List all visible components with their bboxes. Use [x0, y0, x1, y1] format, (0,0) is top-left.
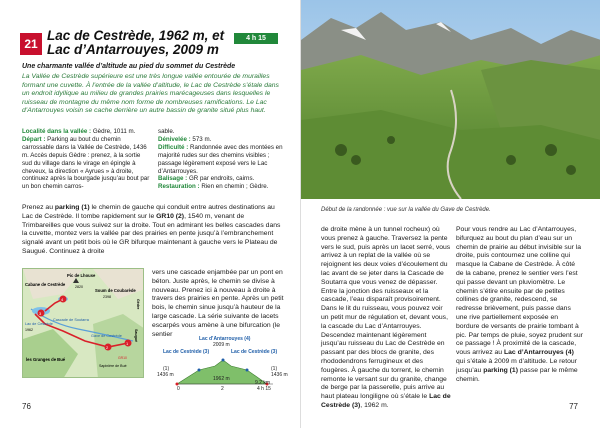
map-label-granges: les Granges de Bué	[26, 357, 66, 362]
route-map-svg	[23, 269, 144, 378]
lac-antarrouyes-ref: Lac d’Antarrouyes (4)	[503, 349, 574, 357]
denivelee-text: 573 m.	[192, 135, 212, 143]
profile-mid-alt: 1962 m	[213, 376, 230, 382]
profile-end-num: (1)	[271, 366, 278, 372]
localite-label: Localité dans la vallée :	[22, 128, 92, 135]
profile-start-alt: 1436 m	[157, 372, 174, 378]
body-left-t2: le chemin de gauche qui conduit entre autres destinations au Lac de Cestrède. Il tombe rapidement sur le	[22, 204, 275, 220]
profile-end-alt: 1436 m	[271, 372, 288, 378]
profile-left-lac: Lac de Cestrède (3)	[163, 349, 210, 355]
map-label-lac-cestrede: Lac de Cestrède	[25, 322, 53, 326]
map-label-sapiniere: Sapinière de Bué	[99, 364, 127, 368]
denivelee-label: Dénivelée :	[158, 135, 191, 143]
map-label-pic: Pic de Lhouse	[67, 273, 96, 278]
valley-photo-svg	[301, 0, 600, 199]
body-right2-t2: qui s’étale à 2009 m d’altitude. Le retour jusqu’au	[456, 357, 577, 374]
body-text-left-narrow: vers une cascade enjambée par un pont en béton. Juste après, le chemin se divise à nouveau. Prenez ici à nouveau à droite à travers des prairies en pente. Après un petit bois, le chemin sinue jusqu’à hauteur de la large cascade. La série suivante de lacets escarpés vous amène à une bifurcation (le sentier	[152, 269, 284, 338]
profile-top-alt: 2009 m	[213, 342, 230, 348]
page-number-right: 77	[569, 402, 578, 411]
profile-dist-start: 0	[177, 386, 180, 392]
difficulte-text: Randonnée avec des montées en majorité rudes sur des chemins visibles ; passage légèrement exposé vers le Lac d’Antarrouyes.	[158, 143, 283, 175]
map-label-cabane: Cabane de Cestrède	[25, 282, 66, 287]
map-marker-4-text: 4	[61, 297, 64, 302]
map-label-gr10: GR10	[118, 356, 127, 360]
profile-time-end: 9.2 km	[255, 380, 271, 386]
restauration-label: Restauration :	[158, 183, 200, 191]
body-text-right-col1	[321, 226, 451, 411]
map-label-cascade: Cascade de Soutarra	[53, 318, 89, 322]
map-marker-1-text: 1	[126, 341, 129, 346]
difficulte-label: Difficulté :	[158, 143, 189, 151]
body-right1-t2: , 1962 m.	[360, 401, 389, 409]
depart-text: Parking au bout du chemin carrossable dans la Vallée de Cestrède, 1436 m. Accès depuis Gèdre : prenez, à la sortie sud du village dans le virage en épingle à cheveux, la direction « Ayrues » à droite, continuez après la bourgade jusqu’au bout par un bon chemin carros-	[22, 135, 150, 191]
body-text-left-top	[22, 204, 284, 257]
photo-caption: Début de la randonnée : vue sur la vallée du Gave de Cestrède.	[321, 207, 491, 213]
lac-cestrede-ref: Lac de Cestrède (3)	[321, 393, 451, 409]
profile-start-num: (1)	[163, 366, 170, 372]
body-text-right-col2	[456, 226, 583, 384]
map-label-gedre: Gèdre	[136, 299, 140, 310]
map-label-pic-alt: 2820	[75, 285, 83, 289]
depart-label: Départ :	[22, 135, 46, 143]
route-number-badge: 21	[20, 33, 42, 55]
body-right2-t1: Pour vous rendre au Lac d’Antarrouyes, bifurquez au bout du plan d’eau sur un chemin de prairie au début invisible sur la droite, puis contournez une colline qui masque la Cabane de Cestrède. À côté de la cabane, prenez le sentier vers l’est qui passe devant un pluviomètre. Le chemin s’étire ensuite par de petites collines de granite, redescend, se redresse brièvement, puis passe dans une rive partiellement exposée en bordure de versants de prairie tombant à pic. Par temps de pluie, soyez prudent sur ce passage ! À proximité de la cascade, vous arrivez au	[456, 226, 583, 357]
valley-photo	[301, 0, 600, 199]
map-marker-3-text: 3	[39, 311, 42, 316]
profile-top-label: Lac d’Antarrouyes (4)	[199, 336, 251, 342]
map-label-soum-alt: 2398	[103, 295, 111, 299]
body-right2-t3: passe par le même chemin.	[456, 366, 578, 383]
localite-text: Gèdre, 1011 m.	[92, 128, 136, 135]
body-left-t1: Prenez au	[22, 204, 55, 211]
route-map	[22, 268, 144, 378]
profile-dist-b: 4 h 15	[257, 386, 271, 392]
parking-ref: parking (1)	[54, 204, 90, 211]
balisage-label: Balisage :	[158, 175, 188, 183]
gr10-ref: GR10 (2)	[156, 212, 185, 220]
profile-right-lac: Lac de Cestrède (3)	[231, 349, 278, 355]
map-label-saugue: Saugué	[134, 329, 138, 342]
map-label-lac-cestrede-alt: 1962	[25, 328, 33, 332]
restauration-text: Rien en chemin ; Gèdre.	[201, 183, 269, 191]
balisage-text: GR par endroits, cairns.	[188, 175, 255, 183]
duration-badge: 4 h 15	[234, 33, 278, 44]
map-label-soum: Soum de Coubarède	[95, 288, 136, 293]
info-column-a	[22, 128, 150, 191]
map-marker-2-text: 2	[106, 345, 109, 350]
right-page	[300, 0, 600, 428]
info-column-b	[158, 128, 286, 191]
depart-cont: sable.	[158, 128, 175, 135]
route-title: Lac de Cestrède, 1962 m, et Lac d’Antarrouyes, 2009 m	[47, 28, 225, 57]
page-number-left: 76	[22, 402, 31, 411]
elevation-profile	[157, 336, 288, 394]
route-subtitle: Une charmante vallée d’altitude au pied du sommet du Cestrède	[22, 63, 236, 70]
parking-return-ref: parking (1)	[483, 366, 518, 374]
map-label-gave: Gave de Cestrède	[91, 334, 122, 338]
route-intro: La Vallée de Cestrède supérieure est une très longue vallée entourée de murailles formant une cuvette. À l’entrée de la vallée d’altitude, le Lac de Cestrède s’étale dans un endroit idyllique au milieu de grandes prairies marécageuses dans lesquelles le ruisseau de montagne du même nom forme de nombreuses ramifications. Le Lac d’Antarrouyes voisin se cache derrière un autre bassin de granite situé plus haut.	[22, 73, 279, 115]
body-right1-t1: de droite mène à un tunnel rocheux) où vous prenez à gauche. Traversez la pente vers le sud, puis après un lacet serré, vous arrivez à un replat de la vallée où se rejoignent les deux voies d’écoulement du lac avant de se jeter dans la Cascade de Soutarra que vous venez de dépasser. Entre la jonction des ruisseaux et la cascade, l’eau disparaît provisoirement. Dans le lit du ruisseau, vous pouvez voir un petit mur de régulation et, devant vous, la cascade du Lac d’Antarrouyes. Descendez maintenant légèrement jusqu’au ruisseau du Lac de Cestrède en passant par des blocs de granite, des rhododendrons ferrugineux et des fougères. À gauche du torrent, le chemin remonte le versant sur du granite, change de berge par la passerelle, puis arrive au haut plateau longiligne où s’étale le	[321, 226, 451, 401]
profile-dist-a: 2	[221, 386, 224, 392]
body-left-t3: , 1540 m, venant de Trimbareilles que vous suivez sur la droite. Tout en admirant les belles cascades dans la cuvette, montez vers la vallée par des prairies en pente jusqu’à l’embranchement signalé avant un petit bois où le GR bifurque maintenant à gauche vers le Plateau de Saugué. Continuez à droite	[22, 212, 281, 255]
